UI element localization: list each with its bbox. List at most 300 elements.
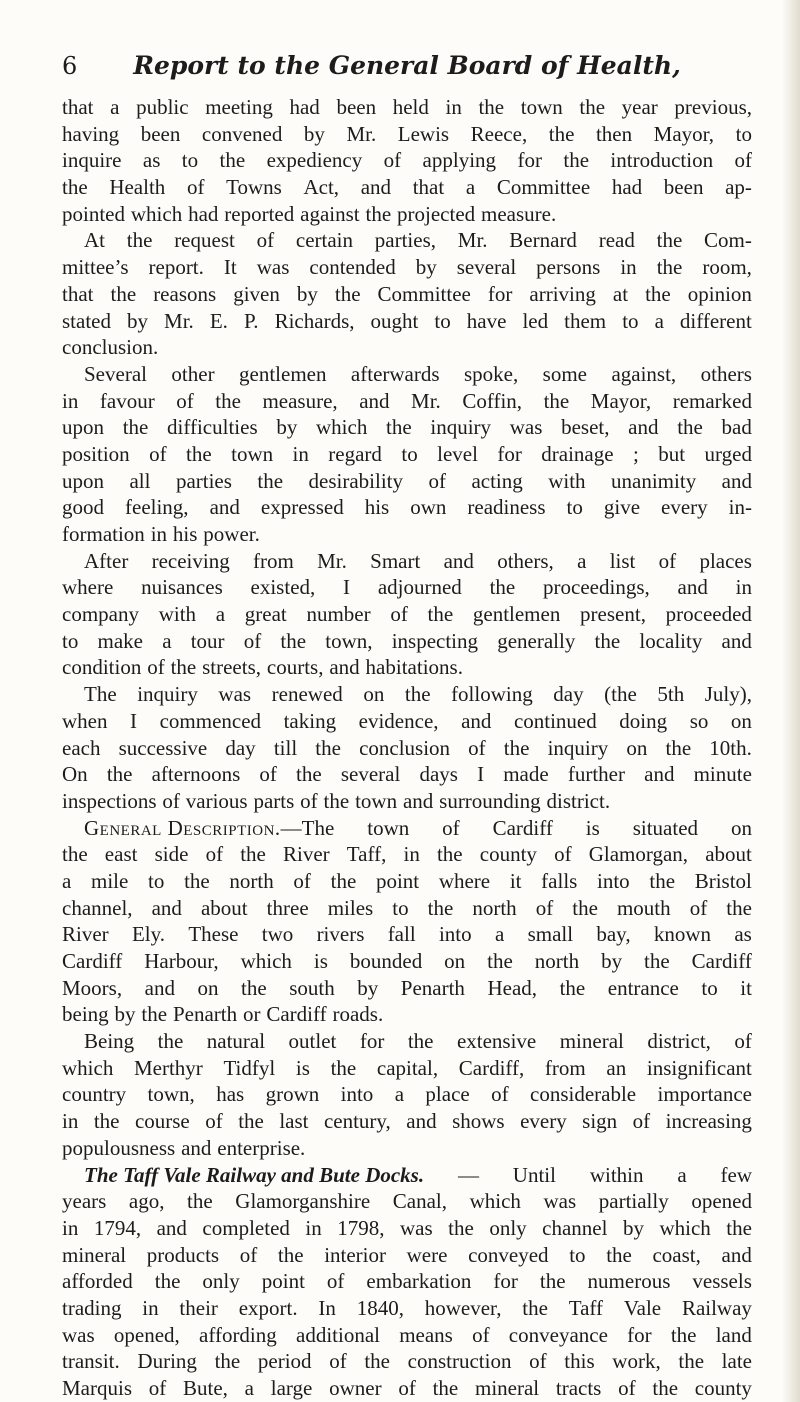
word: During: [137, 1349, 197, 1374]
word: as: [734, 922, 752, 947]
word: habitations.: [365, 655, 463, 680]
word: their: [179, 1295, 218, 1320]
text-line: [62, 414, 752, 441]
text-line: [62, 948, 752, 975]
word: point: [261, 1269, 305, 1294]
word: previous,: [674, 95, 752, 119]
word: the: [106, 762, 133, 787]
word: in: [62, 388, 79, 413]
text-line: [62, 1322, 752, 1349]
text-line: [62, 94, 752, 121]
word: then: [595, 121, 633, 146]
text-line: [62, 975, 752, 1002]
word: report.: [148, 255, 204, 280]
word: certain: [295, 228, 353, 253]
word: Merthyr: [133, 1055, 203, 1080]
page-number: 6: [62, 52, 78, 80]
word: north: [534, 949, 580, 973]
word: of: [148, 1376, 167, 1400]
word: town,: [147, 1082, 195, 1107]
word: parties,: [374, 228, 436, 253]
word: the: [572, 895, 598, 920]
word: proceedings,: [543, 575, 650, 600]
word: the: [240, 842, 266, 867]
word: inquiry: [547, 735, 609, 760]
word: in: [142, 1295, 159, 1320]
word: coast,: [652, 1242, 701, 1267]
text-line: [62, 174, 752, 201]
word: every: [520, 1109, 567, 1134]
text-line: [62, 1268, 752, 1295]
text-line: [62, 1162, 752, 1189]
word: pointed: [62, 201, 125, 226]
text-line: [62, 548, 752, 575]
word: Tidfyl: [223, 1055, 276, 1080]
word: of: [632, 1109, 651, 1134]
word: all: [129, 468, 151, 493]
word: receiving: [151, 548, 230, 573]
word: 10th.: [709, 735, 752, 760]
word: is: [585, 815, 600, 840]
word: been: [140, 121, 181, 146]
word: generally: [497, 628, 576, 653]
word: east: [104, 842, 138, 867]
word: Being: [84, 1029, 135, 1054]
word: owner: [329, 1376, 382, 1400]
word: the: [656, 255, 683, 280]
word: the: [215, 388, 241, 413]
word: Reece,: [470, 121, 528, 146]
word: of: [428, 468, 446, 493]
word: several: [456, 255, 517, 280]
word: construction: [407, 1349, 512, 1374]
word: or: [242, 1002, 261, 1027]
word: of: [147, 655, 165, 680]
word: 5th: [657, 682, 685, 707]
word: till: [273, 735, 298, 760]
word: opened: [691, 1189, 752, 1214]
text-line: [62, 654, 752, 681]
word: and: [628, 415, 659, 440]
word: I: [477, 762, 485, 787]
word: however,: [424, 1295, 502, 1320]
word: which: [130, 201, 183, 226]
word: the: [334, 281, 361, 306]
word: the: [543, 388, 570, 413]
word: his: [172, 522, 198, 546]
word: small: [527, 922, 574, 947]
word: Lewis: [397, 121, 450, 146]
word: I: [130, 708, 138, 733]
word: Mr.: [457, 228, 488, 253]
word: the: [487, 949, 513, 973]
text-line: [62, 1215, 752, 1242]
word: of: [535, 895, 554, 920]
word: by: [622, 1215, 644, 1240]
word: several: [340, 762, 401, 787]
text-line: [62, 1375, 752, 1402]
word: outlet: [288, 1029, 337, 1054]
word: Act,: [303, 175, 340, 200]
word: of: [689, 895, 708, 920]
word: urged: [704, 441, 752, 466]
word: which: [659, 1215, 711, 1240]
word: insignificant: [646, 1055, 752, 1080]
word: surrounding: [439, 788, 541, 813]
word: town: [355, 788, 398, 813]
word: to: [62, 628, 79, 653]
word: with: [158, 602, 197, 627]
word: company: [62, 602, 139, 627]
word: convened: [201, 121, 283, 146]
word: regard: [328, 441, 382, 466]
text-line: [62, 1081, 752, 1108]
word: known: [653, 922, 712, 947]
text-line: [62, 601, 752, 628]
word: acting: [471, 468, 523, 493]
word: channel,: [62, 895, 133, 920]
word: fall: [387, 922, 416, 947]
word: to: [735, 121, 752, 146]
word: power.: [203, 522, 260, 546]
word: were: [406, 1242, 448, 1267]
word: into: [597, 868, 630, 893]
word: others: [700, 361, 752, 386]
word: taking: [283, 708, 337, 733]
word: tour: [190, 628, 225, 653]
word: by: [415, 255, 437, 280]
word: few: [720, 1162, 752, 1187]
word: a: [110, 95, 120, 119]
word: had: [289, 95, 320, 119]
text-line: [62, 1028, 752, 1055]
word: in: [403, 842, 420, 867]
word: nuisances: [141, 575, 223, 600]
word: Until: [512, 1162, 556, 1187]
text-line: [62, 1188, 752, 1215]
word: to: [392, 895, 409, 920]
word: two: [261, 922, 294, 947]
word: Cardiff: [266, 1002, 327, 1027]
text-line: [62, 681, 752, 708]
word: Taff,: [346, 842, 387, 867]
word: feeling,: [125, 495, 189, 520]
word: the: [364, 1349, 390, 1374]
word: district,: [647, 1029, 711, 1054]
word: a: [654, 308, 664, 333]
word: ago,: [128, 1189, 165, 1214]
word: was: [543, 1189, 577, 1214]
text-line: [62, 1348, 752, 1375]
word: the: [93, 1109, 120, 1134]
text-line: [62, 895, 752, 922]
word: the: [126, 228, 153, 253]
word: the: [323, 788, 350, 813]
word: great: [244, 602, 287, 627]
word: give: [603, 495, 641, 520]
word: them: [564, 308, 607, 333]
word: into: [340, 1082, 374, 1107]
word: P.: [243, 308, 259, 333]
word: made: [503, 762, 549, 787]
word: means: [399, 1322, 453, 1347]
word: and: [329, 655, 360, 680]
body-text: [62, 94, 752, 1402]
word: some: [542, 361, 587, 386]
word: was: [399, 1215, 433, 1240]
text-line: [62, 121, 752, 148]
word: was: [256, 255, 290, 280]
word: three: [266, 895, 309, 920]
word: of: [658, 548, 677, 573]
word: in: [735, 575, 752, 600]
word: from: [544, 1055, 586, 1080]
word: about: [200, 895, 248, 920]
word: a: [162, 628, 172, 653]
word: applying: [422, 148, 497, 173]
word: where: [438, 868, 491, 893]
word: desirability: [308, 468, 403, 493]
word: the: [214, 1349, 241, 1374]
word: years: [62, 1189, 107, 1214]
word: ap-: [725, 175, 752, 200]
word: being: [62, 1002, 109, 1027]
word: by: [127, 308, 149, 333]
word: inspecting: [391, 628, 479, 653]
word: a: [394, 1082, 405, 1107]
word: town: [231, 441, 274, 466]
word: town: [367, 815, 410, 840]
word: inquiry: [430, 415, 492, 440]
word: given: [233, 281, 280, 306]
word: is: [313, 949, 328, 973]
word: and: [461, 708, 492, 733]
word: which: [316, 415, 368, 440]
word: mouth: [616, 895, 671, 920]
word: by: [357, 975, 379, 1000]
word: Mayor,: [590, 388, 652, 413]
word: inspections: [62, 788, 157, 813]
word: the: [62, 842, 88, 867]
word: Towns: [226, 175, 282, 200]
word: Mr.: [411, 388, 441, 413]
word: and: [721, 628, 752, 653]
word: to: [148, 868, 165, 893]
word: public: [136, 95, 189, 119]
word: and: [644, 762, 675, 787]
word: year: [621, 95, 658, 119]
word: the: [670, 1322, 697, 1347]
word: the: [62, 175, 88, 200]
word: the: [184, 868, 210, 893]
word: grown: [265, 1082, 320, 1107]
word: the: [436, 842, 463, 867]
word: persons: [536, 255, 601, 280]
word: the: [427, 602, 454, 627]
word: Marquis: [62, 1376, 132, 1400]
word: of: [442, 815, 460, 840]
word: evidence,: [358, 708, 439, 733]
word: the: [330, 1055, 357, 1080]
word: the: [386, 415, 412, 440]
word: minute: [693, 762, 752, 787]
word: and: [406, 1109, 437, 1134]
word: transit.: [62, 1349, 120, 1374]
word: conclusion: [359, 735, 451, 760]
word: unanimity: [611, 468, 697, 493]
word: opened,: [113, 1322, 180, 1347]
word: beset,: [561, 415, 610, 440]
word: the: [677, 415, 703, 440]
word: bad: [721, 415, 752, 440]
word: Cardiff: [62, 949, 123, 973]
word: by: [114, 1002, 136, 1027]
word: period: [257, 1349, 312, 1374]
word: Committee: [496, 175, 591, 200]
word: tracts: [555, 1376, 602, 1400]
word: been: [663, 175, 704, 200]
word: readiness: [467, 495, 546, 520]
word: about: [705, 842, 752, 867]
word: Richards,: [274, 308, 355, 333]
word: land: [715, 1322, 752, 1347]
word: have: [466, 308, 507, 333]
word: of: [383, 148, 402, 173]
word: of: [472, 1322, 490, 1347]
word: stated: [62, 308, 111, 333]
word: and: [721, 468, 752, 493]
word: doing: [619, 708, 668, 733]
word: in: [445, 95, 462, 119]
word: work,: [612, 1349, 661, 1374]
text-line: [62, 841, 752, 868]
text-line: [62, 254, 752, 281]
word: by: [303, 121, 325, 146]
word: conclusion.: [62, 335, 159, 360]
word: the: [539, 1269, 566, 1294]
word: every: [661, 495, 708, 520]
word: Cardiff: [691, 949, 752, 973]
word: Cardiff: [492, 815, 553, 840]
word: conveyance: [508, 1322, 608, 1347]
word: that: [412, 175, 445, 200]
word: Mr.: [346, 121, 377, 146]
word: roads.: [332, 1002, 384, 1027]
word: of: [491, 1082, 509, 1107]
word: others,: [497, 548, 554, 573]
word: of: [256, 228, 275, 253]
word: into: [438, 922, 472, 947]
word: but: [658, 441, 686, 466]
word: Vale: [623, 1295, 662, 1320]
word: point: [375, 868, 420, 893]
word: and: [144, 975, 175, 1000]
text-line: [62, 227, 752, 254]
word: ought: [370, 308, 419, 333]
word: the: [154, 1269, 181, 1294]
word: and: [359, 388, 390, 413]
word: Committee: [377, 281, 471, 306]
section-heading: The Taff Vale Railway and Bute Docks.: [84, 1162, 425, 1187]
word: by: [276, 415, 298, 440]
word: on: [626, 735, 648, 760]
text-line: [62, 281, 752, 308]
word: the: [644, 949, 670, 973]
word: as: [142, 148, 161, 173]
word: measure,: [262, 388, 338, 413]
word: Penarth: [172, 1002, 238, 1027]
text-line: [62, 1055, 752, 1082]
word: contended: [309, 255, 396, 280]
word: mile: [91, 868, 129, 893]
word: inquiry: [137, 682, 198, 707]
word: to: [701, 975, 718, 1000]
word: Bute,: [183, 1376, 228, 1400]
word: was: [509, 415, 543, 440]
word: the: [219, 148, 246, 173]
word: that: [62, 281, 94, 306]
word: of: [149, 441, 167, 466]
word: sign: [582, 1109, 618, 1134]
word: (the: [604, 682, 637, 707]
word: miles: [327, 895, 374, 920]
word: the: [432, 1376, 459, 1400]
word: the: [522, 1295, 548, 1320]
word: difficulties: [167, 415, 258, 440]
word: Taff: [568, 1295, 604, 1320]
word: products: [146, 1242, 220, 1267]
word: place: [425, 1082, 470, 1107]
word: this: [564, 1349, 595, 1374]
word: the: [277, 1242, 304, 1267]
word: county: [694, 1376, 752, 1400]
word: of: [734, 1029, 752, 1054]
word: Com-: [704, 228, 752, 253]
text-line: [62, 147, 752, 174]
word: which: [240, 949, 292, 973]
word: his: [364, 495, 390, 520]
word: shows: [452, 1109, 505, 1134]
text-line: [62, 868, 752, 895]
word: for: [487, 281, 513, 306]
word: which: [469, 1189, 521, 1214]
word: the: [241, 975, 267, 1000]
word: mineral: [474, 1376, 540, 1400]
word: Glamorgan,: [588, 842, 689, 867]
word: to: [181, 148, 199, 173]
word: the: [427, 895, 454, 920]
word: had: [611, 175, 643, 200]
word: affording: [199, 1322, 277, 1347]
word: Glamorganshire: [235, 1189, 371, 1214]
word: from: [253, 548, 294, 573]
word: locality: [639, 628, 703, 653]
word: Harbour,: [144, 949, 219, 973]
text-line: [62, 1135, 752, 1162]
word: the: [257, 468, 284, 493]
word: north: [229, 868, 274, 893]
word: commenced: [159, 708, 262, 733]
text-line: [62, 708, 752, 735]
word: parts: [253, 788, 295, 813]
word: side: [154, 842, 189, 867]
word: request: [174, 228, 235, 253]
word: on: [444, 949, 466, 973]
word: On: [62, 762, 88, 787]
word: the: [656, 228, 683, 253]
word: days: [419, 762, 458, 787]
word: against: [300, 201, 360, 226]
